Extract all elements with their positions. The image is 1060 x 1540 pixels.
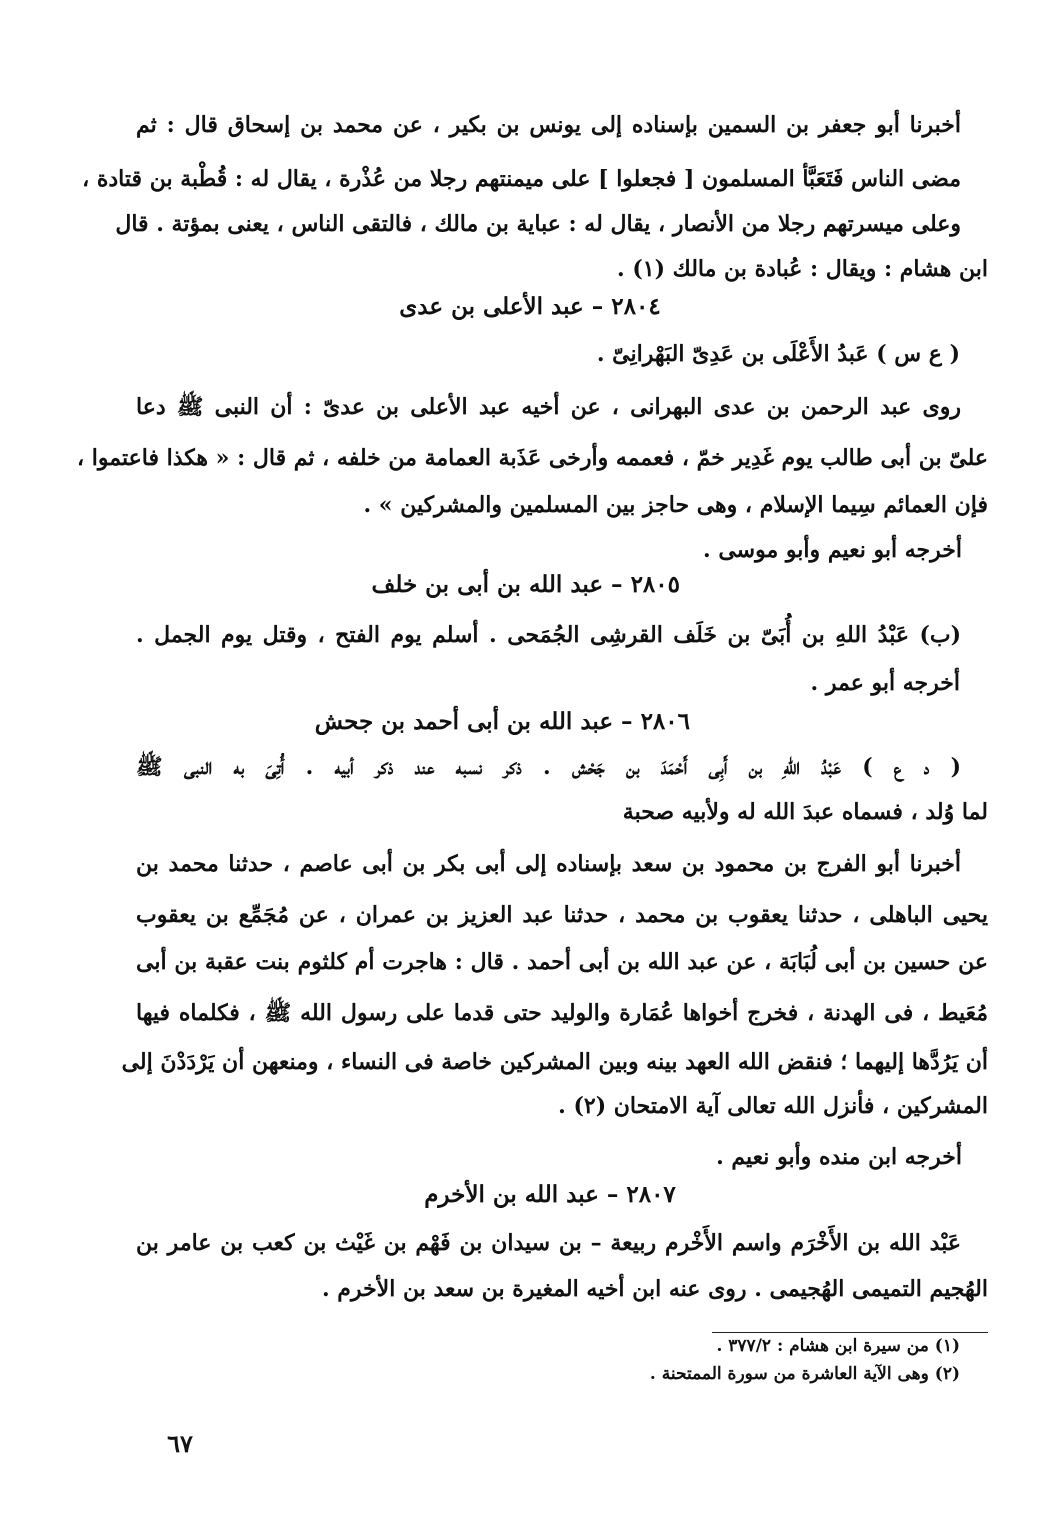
paragraph-line: أن يَرُدَّها إليهما ؛ فنقض الله العهد بينه وبين المشركين خاصة فى النساء ، ومنعهن أن يَرْدَدْنَ إلى — [121, 1049, 988, 1075]
paragraph-line: أخرجه ابن منده وأبو نعيم . — [716, 1144, 962, 1170]
entry-name-line: ( د ع ) عَبْدُ اللهِ بن أَبِى أَحْمَدَ بن جَحْش . ذكر نسبه عند ذكر أبيه . أُتِىَ به النبى ﷺ — [136, 754, 961, 780]
paragraph-line: الهُجيم التميمى الهُجيمى . روى عنه ابن أخيه المغيرة بن سعد بن الأخرم . — [321, 1276, 988, 1302]
entry-name-line: عَبْد الله بن الأَخْرَم واسم الأَخْرم ربيعة – بن سيدان بن فَهْم بن غَيْث بن كعب بن عامر بن — [136, 1230, 961, 1256]
entry-heading-2806: ٢٨٠٦ – عبد الله بن أبى أحمد بن جحش — [314, 708, 690, 735]
footnote-2: (٢) وهى الآية العاشرة من سورة الممتحنة . — [649, 1364, 960, 1384]
paragraph-line: مضى الناس فَتَعَبَّأ المسلمون [ فجعلوا ] على ميمنتهم رجلا من عُذْرة ، يقال له : قُطْبة بن قتادة ، — [82, 166, 961, 192]
paragraph-line: أخرجه أبو نعيم وأبو موسى . — [703, 537, 962, 563]
entry-heading-2805: ٢٨٠٥ – عبد الله بن أبى بن خلف — [371, 571, 680, 598]
paragraph-line: روى عبد الرحمن بن عدى البهرانى ، عن أخيه عبد الأعلى بن عدىّ : أن النبى ﷺ دعا — [136, 394, 961, 420]
entry-name-line: ( ع س ) عَبدُ الأَعْلَى بن عَدِىّ البَهْرانِىّ . — [596, 341, 960, 367]
entry-heading-2807: ٢٨٠٧ – عبد الله بن الأخرم — [424, 1181, 676, 1208]
paragraph-line: يحيى الباهلى ، حدثنا يعقوب بن محمد ، حدثنا عبد العزيز بن عمران ، عن مُجَمِّع بن يعقوب — [136, 902, 988, 928]
paragraph-line: أخبرنا أبو جعفر بن السمين بإسناده إلى يونس بن بكير ، عن محمد بن إسحاق قال : ثم — [136, 112, 961, 138]
paragraph-line: أخبرنا أبو الفرج بن محمود بن سعد بإسناده إلى أبى بكر بن أبى عاصم ، حدثنا محمد بن — [136, 851, 961, 877]
entry-heading-2804: ٢٨٠٤ – عبد الأعلى بن عدى — [399, 293, 661, 320]
entry-name-line: (ب) عَبْدُ اللهِ بن أُبَىّ بن خَلَف القرشِى الجُمَحى . أسلم يوم الفتح ، وقتل يوم الجمل . — [136, 622, 961, 648]
paragraph-line: المشركين ، فأنزل الله تعالى آية الامتحان (٢) . — [558, 1093, 988, 1119]
paragraph-line: لما وُلد ، فسماه عبدَ الله له ولأبيه صحبة — [622, 799, 988, 825]
paragraph-line: عن حسين بن أبى لُبَابَة ، عن عبد الله بن أبى أحمد . قال : هاجرت أم كلثوم بنت عقبة بن أبى — [136, 949, 988, 975]
page-number: ٦٧ — [167, 1429, 193, 1458]
paragraph-line: وعلى ميسرتهم رجلا من الأنصار ، يقال له : عباية بن مالك ، فالتقى الناس ، يعنى بمؤتة . قال — [115, 211, 961, 237]
paragraph-line: أخرجه أبو عمر . — [810, 670, 960, 696]
footnote-1: (١) من سيرة ابن هشام : ٣٧٧/٢ . — [716, 1336, 960, 1356]
paragraph-line: ابن هشام : ويقال : عُبادة بن مالك (١) . — [617, 256, 988, 282]
paragraph-line: علىّ بن أبى طالب يوم غَدِير خمّ ، فعممه وأرخى عَذَبة العمامة من خلفه ، ثم قال : « هكذا فاعتموا ، — [77, 445, 988, 471]
paragraph-line: مُعَيط ، فى الهدنة ، فخرج أخواها عُمَارة والوليد حتى قدما على رسول الله ﷺ ، فكلماه فيها — [136, 1000, 988, 1026]
footnote-separator — [712, 1332, 988, 1333]
paragraph-line: فإن العمائم سِيما الإسلام ، وهى حاجز بين المسلمين والمشركين » . — [363, 492, 988, 518]
